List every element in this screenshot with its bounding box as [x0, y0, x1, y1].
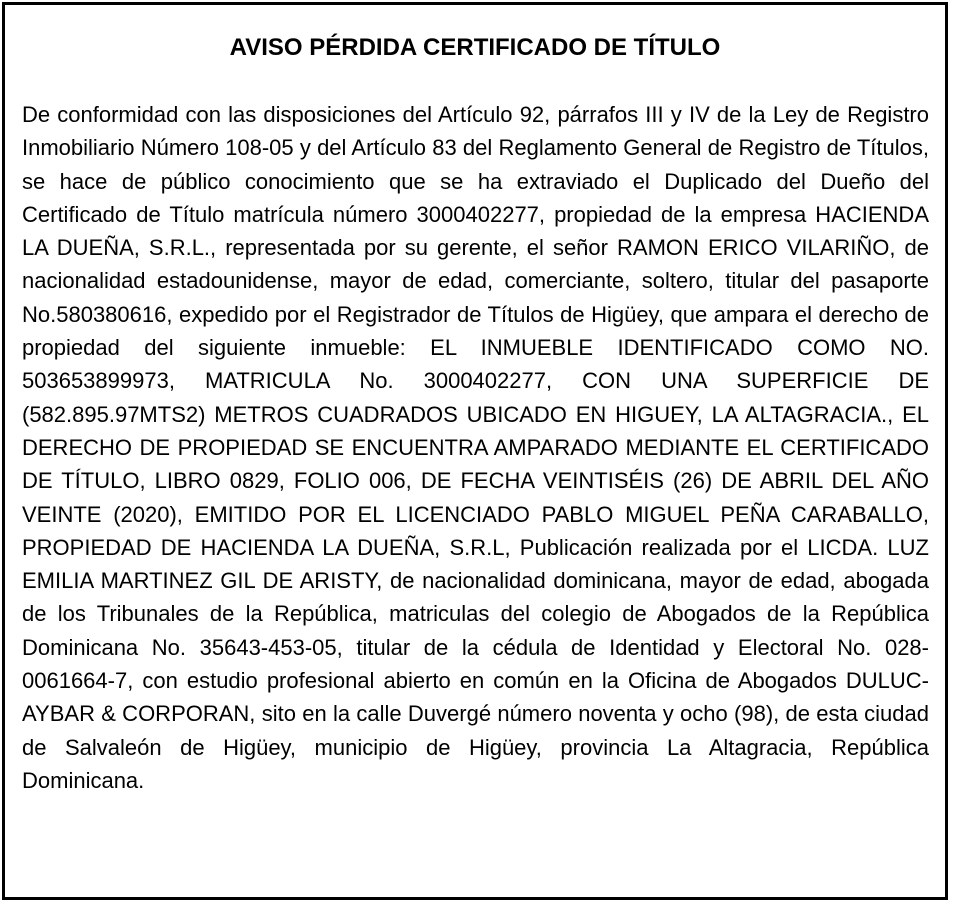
notice-body: De conformidad con las disposiciones del Artículo 92, párrafos III y IV de la Ley de Registro Inmobiliario Número 108-05 y del Artículo 83 del Reglamento General de Registro de Títulos, se hace de público conocimiento que se ha extraviado el Duplicado del Dueño del Certificado de Título matrícula número 3000402277, propiedad de la empresa HACIENDA LA DUEÑA, S.R.L., representada por su gerente, el señor RAMON ERICO VILARIÑO, de nacionalidad estadounidense, mayor de edad, comerciante, soltero, titular del pasaporte No.580380616, expedido por el Registrador de Títulos de Higüey, que ampara el derecho de propiedad del siguiente inmueble: EL INMUEBLE IDENTIFICADO COMO NO. 503653899973, MATRICULA No. 3000402277, CON UNA SUPERFICIE DE (582.895.97MTS2) METROS CUADRADOS UBICADO EN HIGUEY, LA ALTAGRACIA., EL DERECHO DE PROPIEDAD SE ENCUENTRA AMPARADO MEDIANTE EL CERTIFICADO DE TÍTULO, LIBRO 0829, FOLIO 006, DE FECHA VEINTISÉIS (26) DE ABRIL DEL AÑO VEINTE (2020), EMITIDO POR EL LICENCIADO PABLO MIGUEL PEÑA CARABALLO, PROPIEDAD DE HACIENDA LA DUEÑA, S.R.L, Publicación realizada por el LICDA. LUZ EMILIA MARTINEZ GIL DE ARISTY, de nacionalidad dominicana, mayor de edad, abogada de los Tribunales de la República, matriculas del colegio de Abogados de la República Dominicana No. 35643-453-05, titular de la cédula de Identidad y Electoral No. 028-0061664-7, con estudio profesional abierto en común en la Oficina de Abogados DULUC-AYBAR & CORPORAN, sito en la calle Duvergé número noventa y ocho (98), de esta ciudad de Salvaleón de Higüey, municipio de Higüey, provincia La Altagracia, República Dominicana.	[22, 102, 929, 793]
notice-title: AVISO PÉRDIDA CERTIFICADO DE TÍTULO	[229, 34, 721, 61]
notice-box	[2, 2, 948, 900]
